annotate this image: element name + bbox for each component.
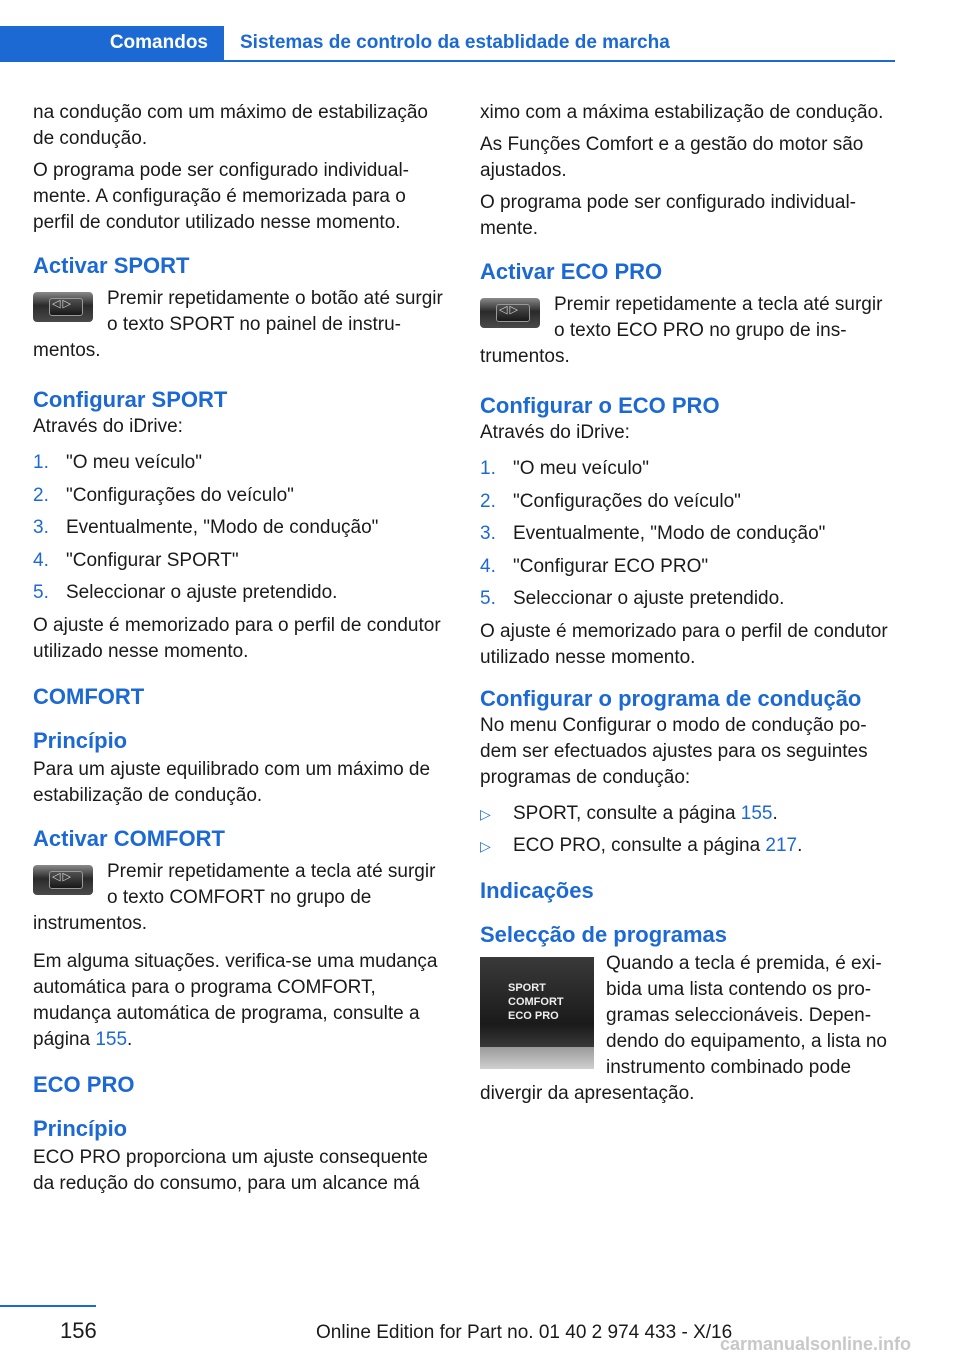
list-item: 1. "O meu veículo" — [480, 458, 649, 479]
screen-item: SPORT — [508, 982, 546, 994]
left-column — [33, 100, 449, 1203]
driving-mode-button-icon: ◁▷ — [33, 865, 93, 895]
page-link[interactable]: 155 — [95, 1028, 128, 1050]
page-link[interactable]: 217 — [765, 835, 798, 856]
paragraph: Premir repetidamente a tecla até surgir o texto ECO PRO no grupo de instrumentos. — [480, 294, 883, 367]
activar-comfort-block — [33, 859, 449, 937]
heading-principio: Princípio — [33, 1115, 128, 1141]
list-item: ▷ SPORT, consulte a página 155. — [480, 801, 896, 827]
config-sport-steps — [33, 450, 449, 606]
list-item: 5. Seleccionar o ajuste pretendido. — [480, 588, 785, 609]
right-column — [480, 100, 896, 1113]
paragraph: Através do iDrive: — [33, 416, 183, 437]
program-list — [480, 801, 896, 860]
heading-eco-pro: ECO PRO — [33, 1071, 135, 1097]
footer-rule — [0, 1305, 96, 1307]
heading-seleccao-programas: Selecção de programas — [480, 922, 728, 947]
heading-configurar-eco-pro: Configurar o ECO PRO — [480, 393, 720, 418]
list-item: 4. "Configurar SPORT" — [33, 549, 239, 571]
header-section-tab[interactable]: Comandos — [109, 32, 208, 53]
heading-activar-sport: Activar SPORT — [33, 253, 190, 278]
paragraph: ECO PRO proporciona um ajuste consequente da redução do consumo, para um alcance má — [33, 1146, 428, 1194]
edition-text: Online Edition for Part no. 01 40 2 974 433 - X/16 — [316, 1322, 733, 1343]
program-selection-screen-image — [480, 957, 594, 1069]
list-item: 2. "Configurações do veículo" — [480, 490, 741, 512]
page-link[interactable]: 155 — [740, 802, 773, 824]
paragraph: O programa pode ser configurado individualmente. A configuração é memorizada para o perfil de condutor utilizado nesse momento. — [33, 160, 409, 233]
list-item: 4. "Configurar ECO PRO" — [480, 555, 709, 577]
paragraph: Para um ajuste equilibrado com um máximo de estabilização de condução. — [33, 758, 431, 806]
paragraph: As Funções Comfort e a gestão do motor são ajustados. — [480, 134, 864, 181]
heading-principio: Princípio — [33, 727, 128, 753]
paragraph: O ajuste é memorizado para o perfil de condutor utilizado nesse momento. — [33, 614, 441, 662]
paragraph: ximo com a máxima estabilização de condução. — [480, 102, 884, 123]
config-eco-steps — [480, 456, 896, 612]
activar-eco-block — [480, 292, 896, 370]
driving-mode-button-icon: ◁▷ — [33, 292, 93, 322]
list-item: 1. "O meu veículo" — [33, 452, 202, 473]
paragraph: Em alguma situações. verifica-se uma mudança automática para o programa COMFORT, mudança automática de programa, consulte a página 155. — [33, 950, 438, 1050]
paragraph: O programa pode ser configurado individualmente. — [480, 192, 856, 239]
page-number: 156 — [60, 1318, 97, 1343]
list-item: 5. Seleccionar o ajuste pretendido. — [33, 582, 338, 603]
activar-sport-block — [33, 286, 449, 364]
list-item: 2. "Configurações do veículo" — [33, 484, 294, 506]
header-rule — [0, 60, 895, 62]
header-chapter-title: Sistemas de controlo da establidade de marcha — [240, 32, 670, 53]
screen-item: COMFORT — [508, 996, 564, 1008]
paragraph: No menu Configurar o modo de condução podem ser efectuados ajustes para os seguintes programas de condução: — [480, 714, 868, 788]
paragraph: O ajuste é memorizado para o perfil de condutor utilizado nesse momento. — [480, 620, 888, 668]
heading-indicacoes: Indicações — [480, 878, 594, 903]
list-item: ▷ ECO PRO, consulte a página 217. — [480, 833, 896, 859]
list-item: 3. Eventualmente, "Modo de condução" — [480, 523, 826, 544]
triangle-bullet-icon: ▷ — [480, 838, 491, 854]
heading-configurar-programa: Configurar o programa de condução — [480, 685, 862, 711]
paragraph: Premir repetidamente a tecla até surgir o texto COMFORT no grupo de instrumentos. — [33, 860, 436, 934]
heading-configurar-sport: Configurar SPORT — [33, 387, 228, 412]
screen-item: ECO PRO — [508, 1010, 559, 1022]
paragraph: Através do iDrive: — [480, 422, 630, 443]
triangle-bullet-icon: ▷ — [480, 805, 491, 822]
heading-activar-eco-pro: Activar ECO PRO — [480, 259, 663, 284]
paragraph: Quando a tecla é premida, é exibida uma lista contendo os programas seleccionáveis. Dependendo do equipamento, a lista no instrumento combinado pode divergir da apresentação. — [480, 953, 887, 1104]
heading-comfort: COMFORT — [33, 683, 145, 709]
paragraph: na condução com um máximo de estabilização de condução. — [33, 102, 428, 149]
paragraph: Premir repetidamente o botão até surgir o texto SPORT no painel de instrumentos. — [33, 288, 443, 361]
watermark: carmanualsonline.info — [720, 1334, 912, 1354]
seleccao-block — [480, 951, 896, 1107]
driving-mode-button-icon: ◁▷ — [480, 298, 540, 328]
list-item: 3. Eventualmente, "Modo de condução" — [33, 517, 379, 538]
heading-activar-comfort: Activar COMFORT — [33, 825, 225, 851]
